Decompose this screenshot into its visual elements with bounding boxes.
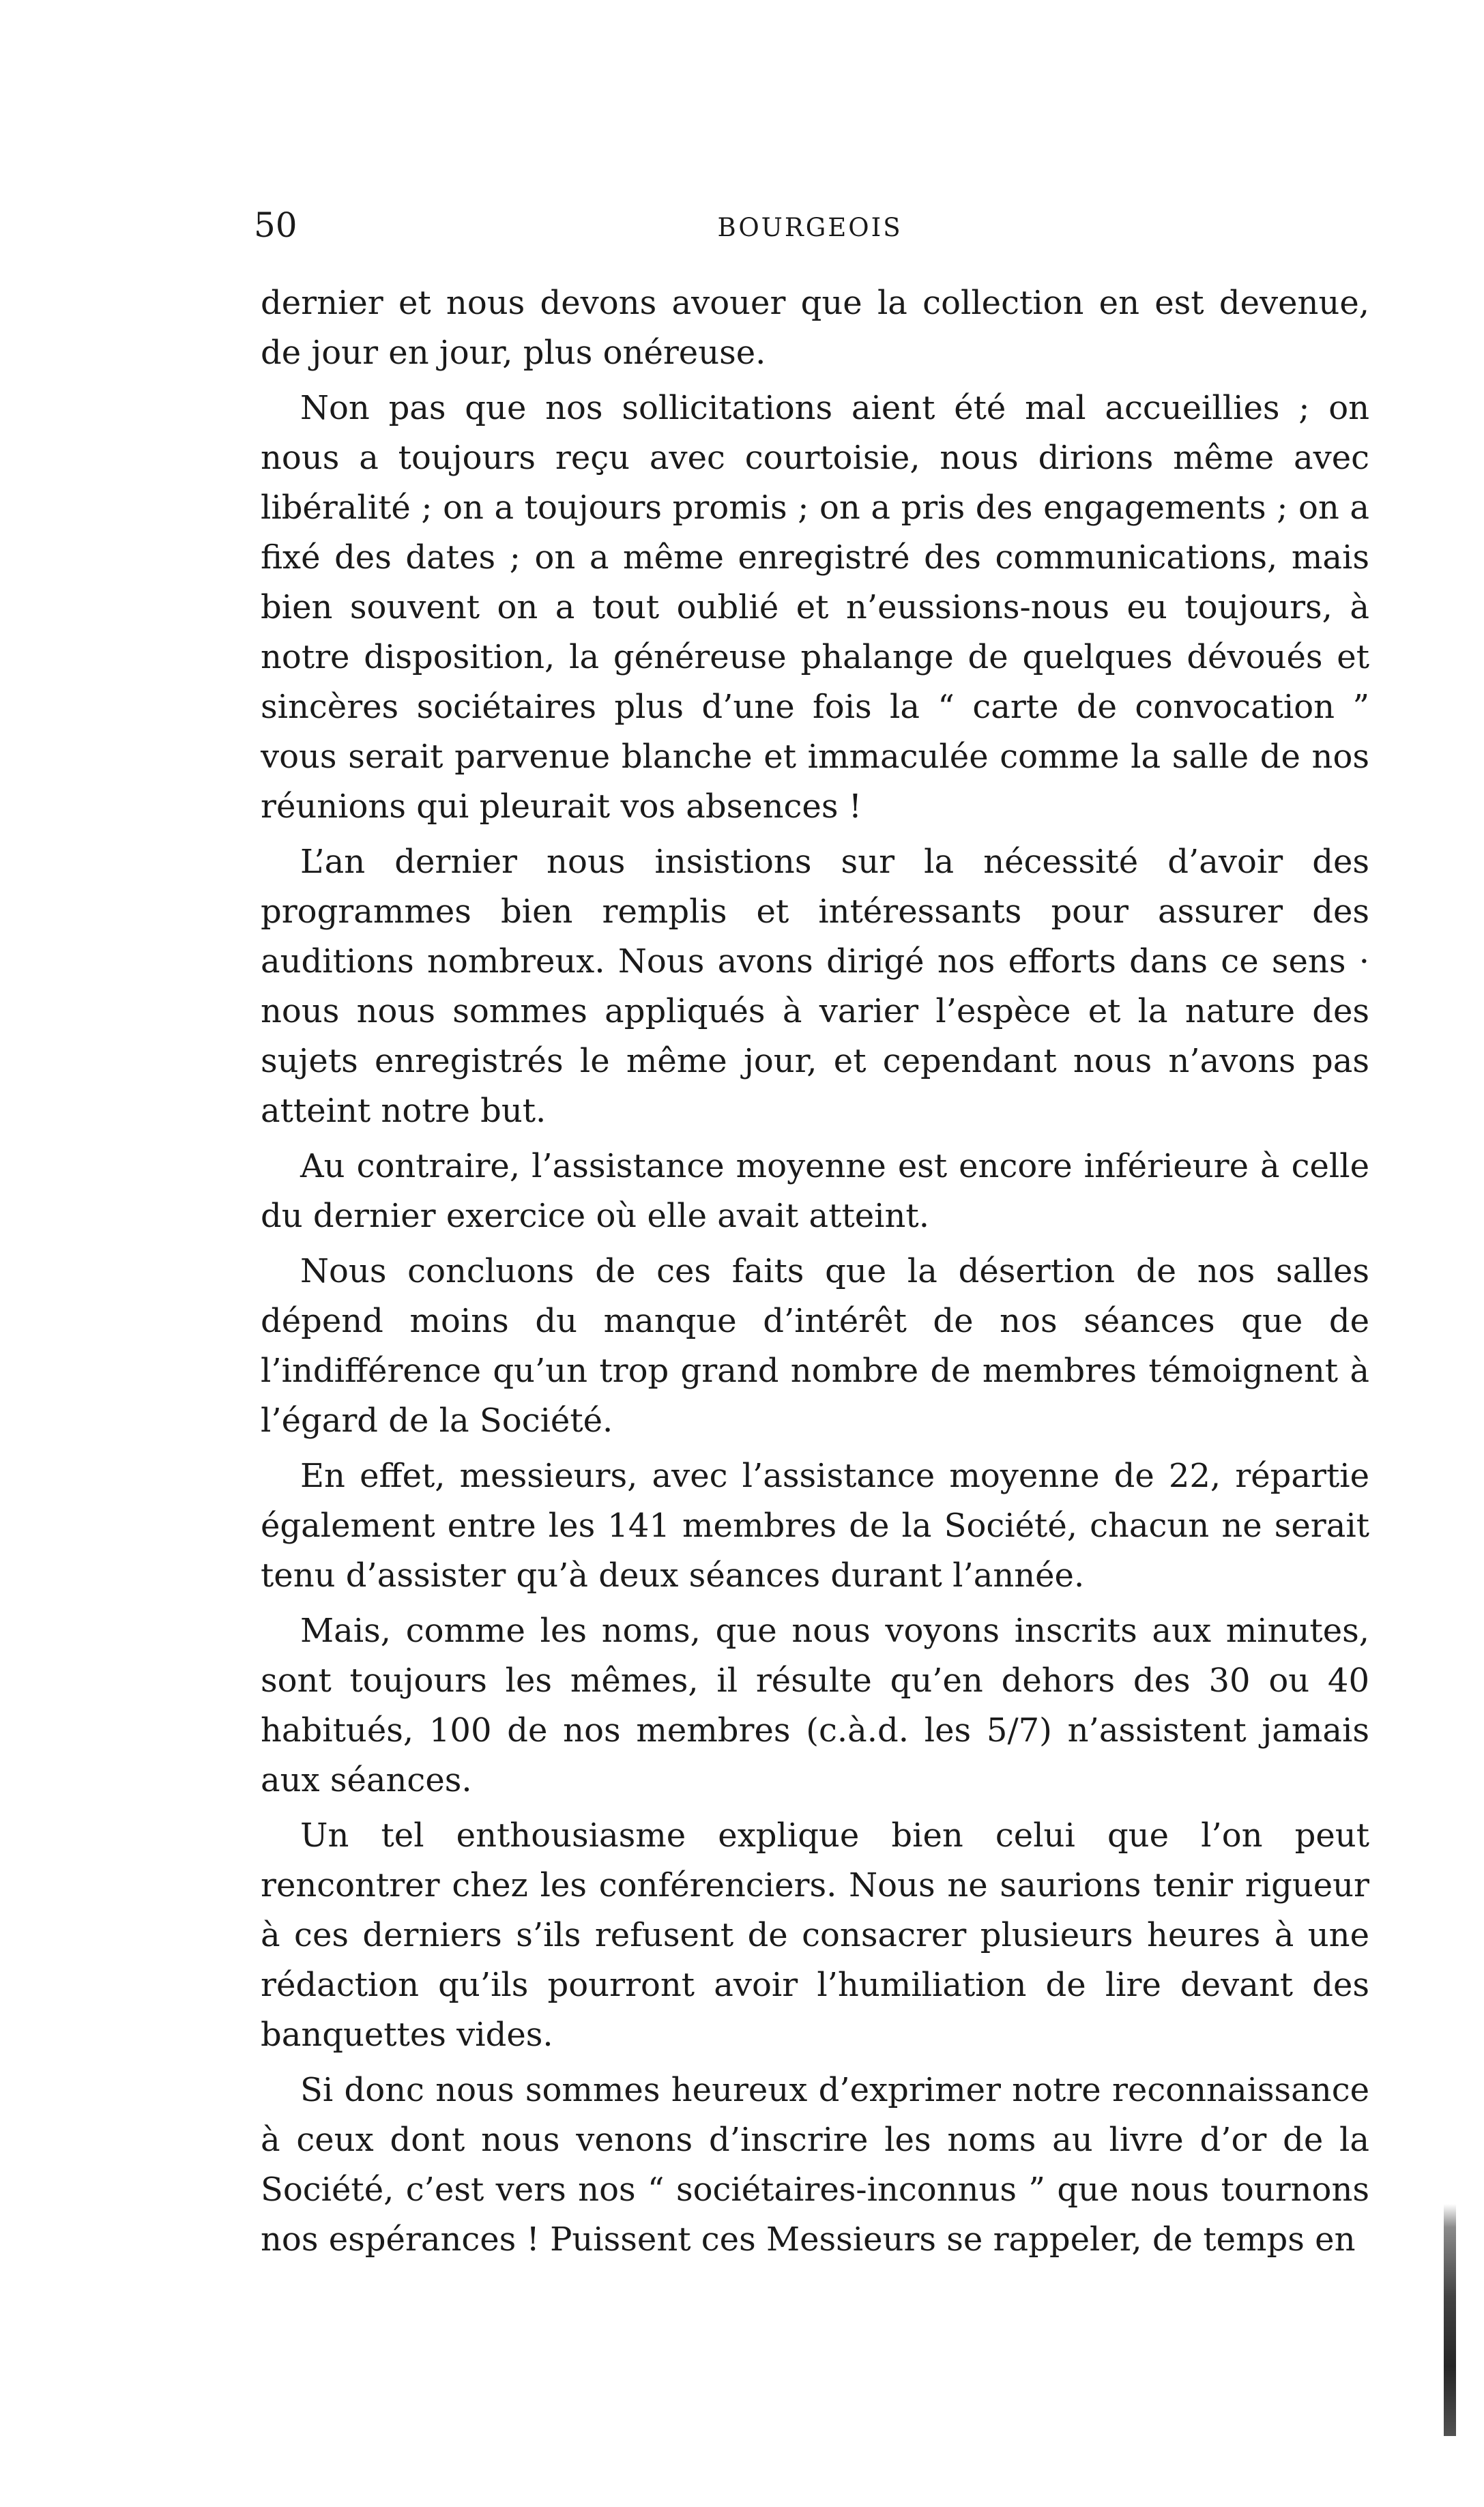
- paragraph-5: Nous concluons de ces faits que la désertion de nos salles dépend moins du manque d’intérêt de nos séances que de l’indifférence qu’un trop grand nombre de membres témoignent à l’égard de la Société.: [261, 1252, 1369, 1440]
- running-head: BOURGEOIS: [717, 213, 903, 242]
- paragraph-4: Au contraire, l’assistance moyenne est encore inférieure à celle du dernier exercice où elle avait atteint.: [261, 1147, 1369, 1235]
- paragraph-2: Non pas que nos sollicitations aient été mal accueillies ; on nous a toujours reçu avec courtoisie, nous dirions même avec libéralité ; on a toujours promis ; on a pris des engagements ; on a fixé des dates ; on a même enregistré des communications, mais bien souvent on a tout oublié et n’eussions-nous eu toujours, à notre disposition, la généreuse phalange de quelques dévoués et sincères sociétaires plus d’une fois la “ carte de convocation ” vous serait parvenue blanche et immaculée comme la salle de nos réunions qui pleurait vos absences !: [261, 389, 1369, 826]
- paragraph-1: dernier et nous devons avouer que la collection en est devenue, de jour en jour, plus onéreuse.: [261, 284, 1369, 372]
- paragraph-8: Un tel enthousiasme explique bien celui que l’on peut rencontrer chez les conférenciers. Nous ne saurions tenir rigueur à ces derniers s’ils refusent de consacrer plusieurs heures à une rédaction qu’ils pourront avoir l’humiliation de lire devant des banquettes vides.: [261, 1816, 1369, 2054]
- paragraph-6: En effet, messieurs, avec l’assistance moyenne de 22, répartie également entre les 141 membres de la Société, chacun ne serait tenu d’assister qu’à deux séances durant l’année.: [261, 1457, 1369, 1595]
- page-header: [254, 205, 1366, 246]
- paragraph-7: Mais, comme les noms, que nous voyons inscrits aux minutes, sont toujours les mêmes, il résulte qu’en dehors des 30 ou 40 habitués, 100 de nos membres (c.à.d. les 5/7) n’assistent jamais aux séances.: [261, 1612, 1369, 1799]
- paragraph-3: L’an dernier nous insistions sur la nécessité d’avoir des programmes bien remplis et intéressants pour assurer des auditions nombreux. Nous avons dirigé nos efforts dans ce sens · nous nous sommes appliqués à varier l’espèce et la nature des sujets enregistrés le même jour, et cependant nous n’avons pas atteint notre but.: [261, 843, 1369, 1130]
- paragraph-9: Si donc nous sommes heureux d’exprimer notre reconnaissance à ceux dont nous venons d’inscrire les noms au livre d’or de la Société, c’est vers nos “ sociétaires-inconnus ” que nous tournons nos espérances ! Puissent ces Messieurs se rappeler, de temps en: [261, 2071, 1369, 2259]
- page-number: 50: [254, 205, 297, 245]
- page-edge-mark: [1444, 2204, 1456, 2436]
- body-text: [261, 278, 1369, 2270]
